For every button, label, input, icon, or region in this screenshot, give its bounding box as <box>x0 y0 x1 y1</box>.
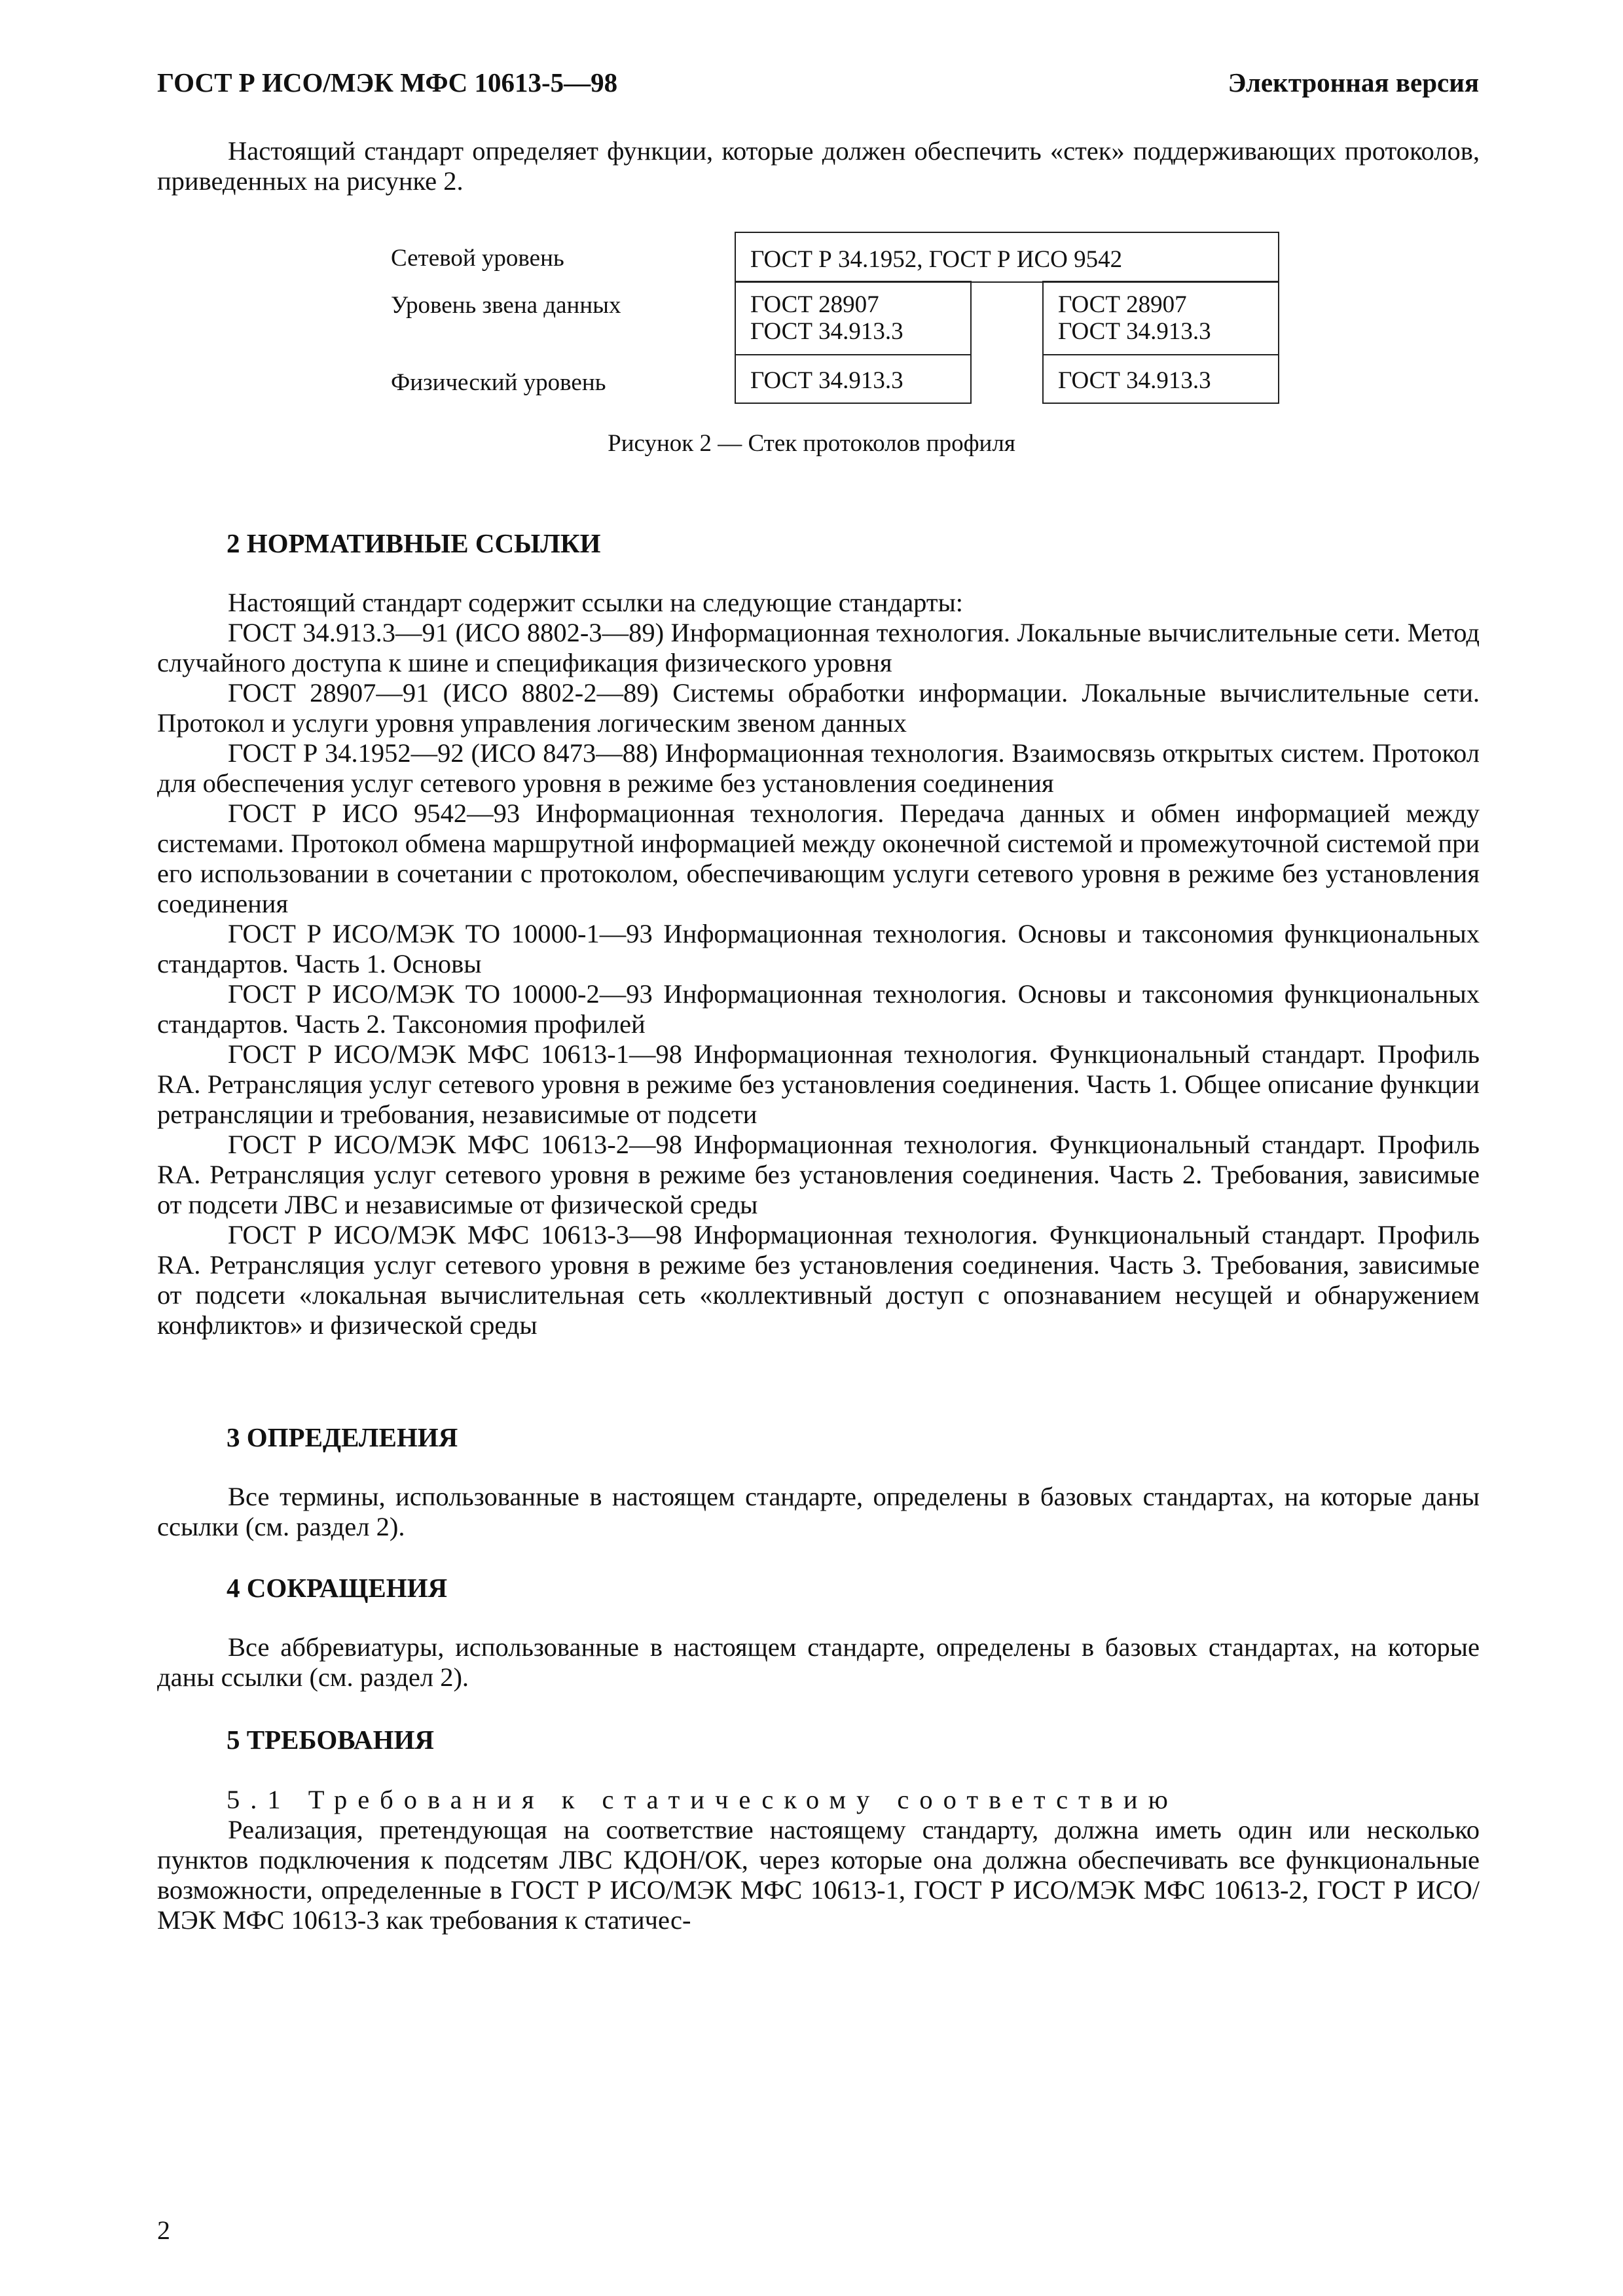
reference-paragraph: ГОСТ 34.913.3—91 (ИСО 8802-3—89) Информационная технология. Локальные вычислительные сети. Метод случайного доступа к шине и спецификация физического уровня <box>157 618 1480 677</box>
reference-paragraph: ГОСТ Р ИСО 9542—93 Информационная технология. Передача данных и обмен информацией между системами. Протокол обмена маршрутной информацией между оконечной системой и промежуточной системой при его использовании в сочетании с протоколом, обеспечивающим услуги сетевого уровня в режиме без установления соединения <box>157 798 1480 918</box>
network-layer-label: Сетевой уровень <box>391 245 564 272</box>
section-3-body: Все термины, использованные в настоящем стандарте, определены в базовых стандартах, на которые даны ссылки (см. раздел 2). <box>157 1482 1480 1541</box>
reference-paragraph: ГОСТ 28907—91 (ИСО 8802-2—89) Системы обработки информации. Локальные вычислительные сети. Протокол и услуги уровня управления логическим звеном данных <box>157 678 1480 738</box>
section-4-heading: 4 СОКРАЩЕНИЯ <box>227 1573 448 1603</box>
subsection-5-1-heading: 5.1 Требования к статическому соответствию <box>227 1785 1178 1814</box>
physical-right-box: ГОСТ 34.913.3 <box>1042 354 1279 404</box>
intro-paragraph: Настоящий стандарт определяет функции, которые должен обеспечить «стек» поддерживающих протоколов, приведенных на рисунке 2. <box>157 136 1480 196</box>
electronic-version-label: Электронная версия <box>1228 67 1479 98</box>
reference-paragraph: ГОСТ Р ИСО/МЭК МФС 10613-1—98 Информационная технология. Функциональный стандарт. Профиль RA. Ретрансляция услуг сетевого уровня в режиме без установления соединения. Часть 1. Общее описание функции ретрансляции и требования, независимые от подсети <box>157 1039 1480 1129</box>
reference-paragraph: ГОСТ Р ИСО/МЭК МФС 10613-3—98 Информационная технология. Функциональный стандарт. Профиль RA. Ретрансляция услуг сетевого уровня в режиме без установления соединения. Часть 3. Требования, зависимые от подсети «локальная вычислительная сеть «коллективный доступ с опознаванием несущей и обнаружением конфликтов» и физической среды <box>157 1220 1480 1340</box>
section-4-body: Все аббревиатуры, использованные в настоящем стандарте, определены в базовых стандартах, на которые даны ссылки (см. раздел 2). <box>157 1632 1480 1692</box>
network-layer-box: ГОСТ Р 34.1952, ГОСТ Р ИСО 9542 <box>735 232 1279 283</box>
section-3-heading: 3 ОПРЕДЕЛЕНИЯ <box>227 1422 458 1452</box>
section-5-body: Реализация, претендующая на соответствие настоящему стандарту, должна иметь один или несколько пунктов подключения к подсетям ЛВС КДОН/ОК, через которые она должна обеспечивать все функциональные возможности, определенные в ГОСТ Р ИСО/МЭК МФС 10613-1, ГОСТ Р ИСО/МЭК МФС 10613-2, ГОСТ Р ИСО/МЭК МФС 10613-3 как требования к статичес- <box>157 1815 1480 1935</box>
section-2-heading: 2 НОРМАТИВНЫЕ ССЫЛКИ <box>227 528 601 558</box>
reference-paragraph: ГОСТ Р ИСО/МЭК ТО 10000-1—93 Информационная технология. Основы и таксономия функциональных стандартов. Часть 1. Основы <box>157 919 1480 978</box>
section-2-body <box>157 588 1480 1340</box>
figure-caption: Рисунок 2 — Стек протоколов профиля <box>608 430 1015 457</box>
reference-paragraph: ГОСТ Р ИСО/МЭК ТО 10000-2—93 Информационная технология. Основы и таксономия функциональных стандартов. Часть 2. Таксономия профилей <box>157 979 1480 1039</box>
protocol-stack-figure <box>0 0 1623 471</box>
document-designation: ГОСТ Р ИСО/МЭК МФС 10613-5—98 <box>157 67 618 98</box>
physical-left-box: ГОСТ 34.913.3 <box>735 354 972 404</box>
reference-paragraph: ГОСТ Р 34.1952—92 (ИСО 8473—88) Информационная технология. Взаимосвязь открытых систем. Протокол для обеспечения услуг сетевого уровня в режиме без установления соединения <box>157 738 1480 798</box>
page-number: 2 <box>157 2215 170 2245</box>
datalink-left-box: ГОСТ 28907 ГОСТ 34.913.3 <box>735 281 972 355</box>
physical-layer-label: Физический уровень <box>391 369 606 396</box>
reference-paragraph: ГОСТ Р ИСО/МЭК МФС 10613-2—98 Информационная технология. Функциональный стандарт. Профиль RA. Ретрансляция услуг сетевого уровня в режиме без установления соединения. Часть 2. Требования, зависимые от подсети ЛВС и независимые от физической среды <box>157 1130 1480 1219</box>
datalink-layer-label: Уровень звена данных <box>391 292 621 319</box>
section-5-heading: 5 ТРЕБОВАНИЯ <box>227 1725 434 1755</box>
datalink-right-box: ГОСТ 28907 ГОСТ 34.913.3 <box>1042 281 1279 355</box>
reference-paragraph: Настоящий стандарт содержит ссылки на следующие стандарты: <box>228 588 964 617</box>
